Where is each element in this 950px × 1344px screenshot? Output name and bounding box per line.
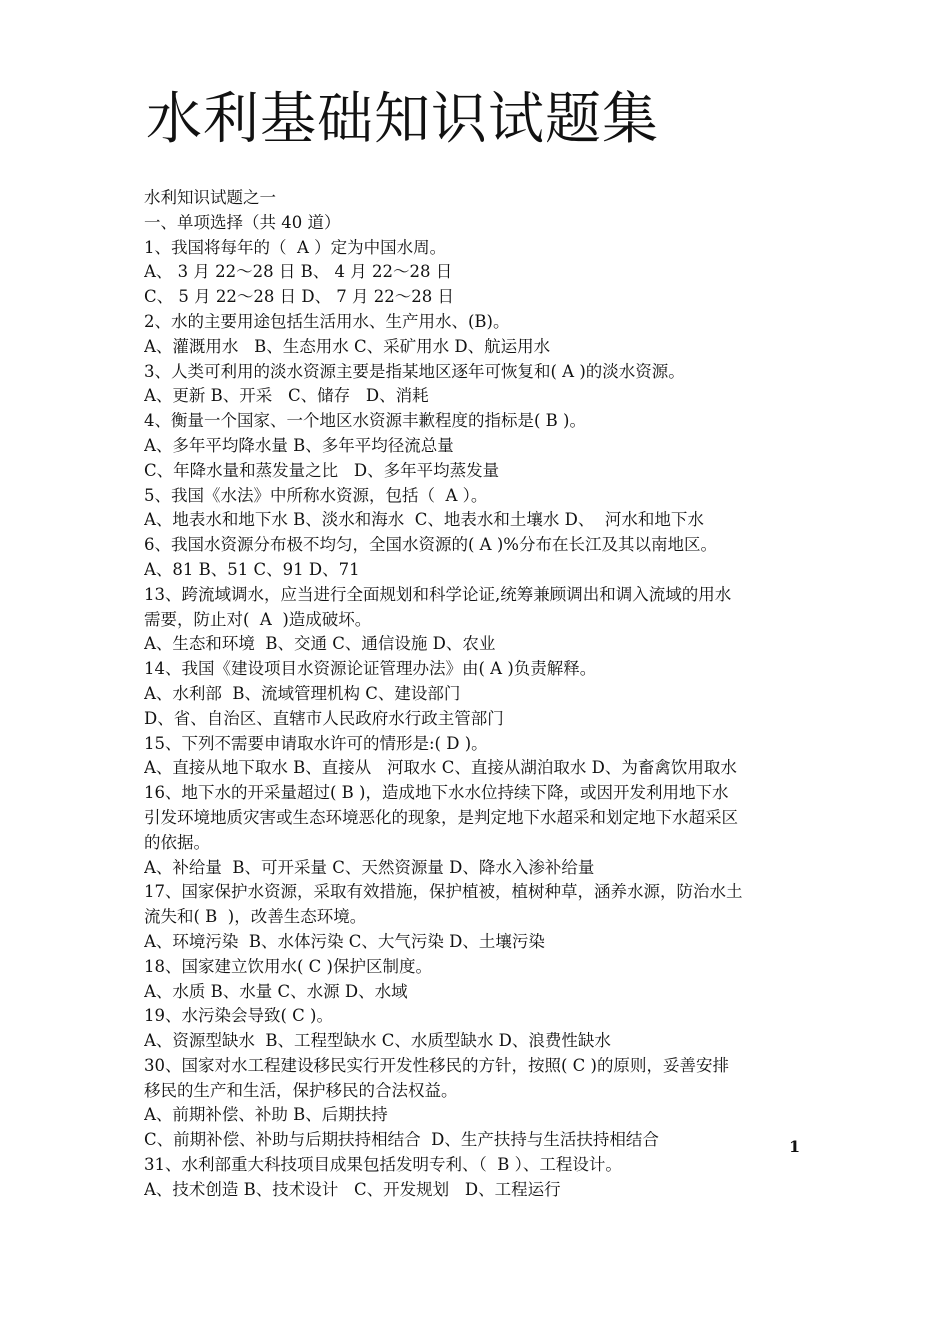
text-line: 31、水利部重大科技项目成果包括发明专利、（ B ）、工程设计。	[144, 1155, 622, 1175]
text-line: A、环境污染 B、水体污染 C、大气污染 D、土壤污染	[144, 931, 545, 951]
text-line: A、技术创造 B、技术设计 C、开发规划 D、工程运行	[144, 1179, 561, 1199]
text-line: 16、地下水的开采量超过( B )，造成地下水水位持续下降，或因开发利用地下水	[144, 783, 729, 803]
text-line: 17、国家保护水资源，采取有效措施，保护植被，植树种草，涵养水源，防治水土	[144, 882, 743, 902]
text-line: A、前期补偿、补助 B、后期扶持	[144, 1105, 388, 1125]
text-line: 13、跨流域调水，应当进行全面规划和科学论证,统筹兼顾调出和调入流域的用水	[144, 584, 732, 604]
document-title: 水利基础知识试题集	[146, 87, 659, 152]
text-line: A、81 B、51 C、91 D、71	[144, 559, 360, 579]
page-number: 1	[789, 1137, 801, 1156]
text-line: 30、国家对水工程建设移民实行开发性移民的方针，按照( C )的原则，妥善安排	[144, 1055, 729, 1075]
text-line: A、水质 B、水量 C、水源 D、水域	[144, 981, 408, 1001]
text-line: A、补给量 B、可开采量 C、天然资源量 D、降水入渗补给量	[144, 857, 595, 877]
text-line: 移民的生产和生活，保护移民的合法权益。	[144, 1080, 458, 1100]
text-line: 18、国家建立饮用水( C )保护区制度。	[144, 956, 432, 976]
text-line: C、年降水量和蒸发量之比 D、多年平均蒸发量	[144, 460, 500, 480]
text-line: 5、我国《水法》中所称水资源，包括（ A ）。	[144, 485, 488, 505]
text-line: A、资源型缺水 B、工程型缺水 C、水质型缺水 D、浪费性缺水	[144, 1031, 611, 1051]
text-line: 1、我国将每年的（ A ）定为中国水周。	[144, 237, 447, 257]
text-line: 需要，防止对( A )造成破坏。	[144, 609, 372, 629]
text-line: A、灌溉用水 B、生态用水 C、采矿用水 D、航运用水	[144, 336, 551, 356]
text-line: A、直接从地下取水 B、直接从 河取水 C、直接从湖泊取水 D、为畜禽饮用取水	[144, 758, 737, 778]
text-line: 6、我国水资源分布极不均匀，全国水资源的( A )%分布在长江及其以南地区。	[144, 535, 717, 555]
text-line: A、更新 B、开采 C、储存 D、消耗	[144, 386, 429, 406]
text-line: 15、下列不需要申请取水许可的情形是:( D )。	[144, 733, 488, 753]
text-line: A、 3 月 22～28 日 B、 4 月 22～28 日	[144, 262, 453, 282]
text-line: 3、人类可利用的淡水资源主要是指某地区逐年可恢复和( A )的淡水资源。	[144, 361, 685, 381]
text-line: D、省、自治区、直辖市人民政府水行政主管部门	[144, 708, 504, 728]
text-line: A、地表水和地下水 B、淡水和海水 C、地表水和土壤水 D、 河水和地下水	[144, 510, 704, 530]
text-line: 14、我国《建设项目水资源论证管理办法》由( A )负责解释。	[144, 659, 597, 679]
text-line: 4、衡量一个国家、一个地区水资源丰歉程度的指标是( B )。	[144, 411, 586, 431]
text-line: 一、单项选择（共 40 道）	[144, 212, 341, 232]
text-line: 19、水污染会导致( C )。	[144, 1006, 333, 1026]
text-line: 流失和( B )，改善生态环境。	[144, 907, 367, 927]
text-line: C、 5 月 22～28 日 D、 7 月 22～28 日	[144, 287, 455, 307]
document-body	[144, 186, 808, 1203]
text-line: 的依据。	[144, 832, 210, 852]
text-line: A、水利部 B、流域管理机构 C、建设部门	[144, 683, 461, 703]
text-line: 引发环境地质灾害或生态环境恶化的现象，是判定地下水超采和划定地下水超采区	[144, 807, 738, 827]
text-line: A、多年平均降水量 B、多年平均径流总量	[144, 435, 454, 455]
text-line: 2、水的主要用途包括生活用水、生产用水、(B)。	[144, 311, 510, 331]
text-line: C、前期补偿、补助与后期扶持相结合 D、生产扶持与生活扶持相结合	[144, 1130, 659, 1150]
text-line: A、生态和环境 B、交通 C、通信设施 D、农业	[144, 634, 496, 654]
text-line: 水利知识试题之一	[144, 188, 276, 207]
